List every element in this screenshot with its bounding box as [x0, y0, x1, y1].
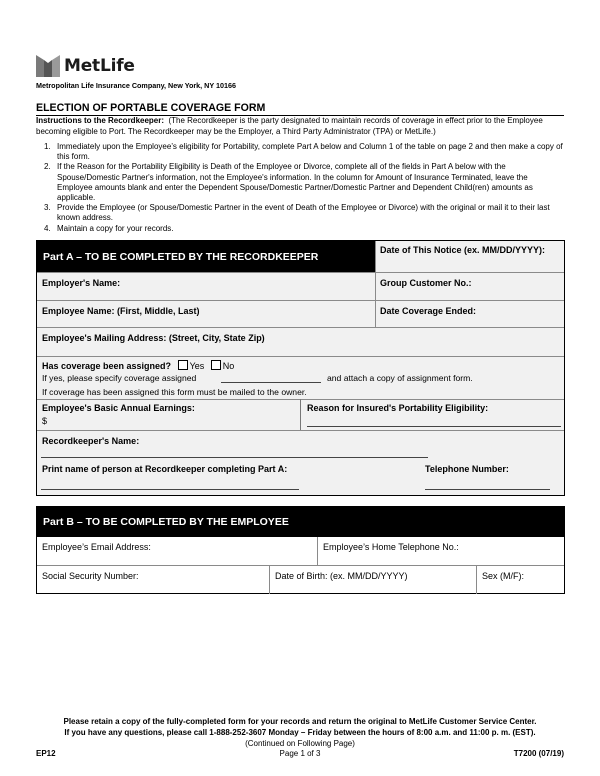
no-checkbox[interactable]: [211, 360, 221, 370]
yes-checkbox[interactable]: [178, 360, 188, 370]
portability-reason-input[interactable]: [307, 426, 561, 427]
instructions: [36, 116, 564, 137]
mailed-note: If coverage has been assigned this form must be mailed to the owner.: [42, 387, 307, 397]
home-telephone-field[interactable]: Employee’s Home Telephone No.:: [323, 542, 459, 552]
step-text: Immediately upon the Employee’s eligibility for Portability, complete Part A below and Column 1 of the table on page 2 and then make a copy of this form.: [57, 142, 563, 162]
portability-reason-field[interactable]: Reason for Insured's Portability Eligibility:: [307, 403, 489, 413]
step-item: [36, 142, 564, 162]
group-customer-no-field[interactable]: Group Customer No.:: [380, 278, 472, 288]
footer-contact-note: If you have any questions, please call 1-888-252-3607 Monday – Friday between the hours of 8:00 a.m. and 11:00 p. m. (EST).: [64, 728, 536, 737]
employee-name-field[interactable]: Employee Name: (First, Middle, Last): [42, 306, 200, 316]
recordkeeper-name-field[interactable]: Recordkeeper's Name:: [42, 436, 140, 446]
specify-prefix: If yes, please specify coverage assigned: [42, 373, 197, 383]
step-number: 3.: [44, 203, 51, 213]
employer-name-field[interactable]: Employer's Name:: [42, 278, 121, 288]
annual-earnings-field[interactable]: [37, 400, 300, 430]
metlife-logo: [36, 54, 135, 78]
print-name-input[interactable]: [41, 489, 299, 490]
instruction-steps: [36, 142, 564, 234]
ssn-field[interactable]: Social Security Number:: [42, 571, 139, 581]
step-number: 4.: [44, 223, 51, 233]
part-b-header: Part B – TO BE COMPLETED BY THE EMPLOYEE: [37, 507, 564, 537]
form-code-left: EP12: [36, 749, 56, 758]
step-number: 1.: [44, 142, 51, 151]
part-a-section: [36, 240, 565, 496]
date-coverage-ended-field[interactable]: Date Coverage Ended:: [380, 306, 477, 316]
page-number: Page 1 of 3: [279, 749, 321, 758]
telephone-label: Telephone Number:: [425, 464, 509, 474]
footer-continued: (Continued on Following Page): [245, 739, 355, 748]
coverage-assigned-row: [37, 357, 564, 371]
form-code-right: T7200 (07/19): [513, 749, 564, 758]
date-of-notice-field[interactable]: Date of This Notice (ex. MM/DD/YYYY):: [380, 245, 546, 255]
brand-name: MetLife: [64, 56, 135, 76]
step-item: [36, 203, 564, 223]
email-field[interactable]: Employee’s Email Address:: [42, 542, 151, 552]
mailing-address-field[interactable]: Employee's Mailing Address: (Street, City, State Zip): [42, 333, 265, 343]
no-label: No: [222, 361, 235, 371]
form-title: ELECTION OF PORTABLE COVERAGE FORM: [36, 102, 564, 116]
company-address: Metropolitan Life Insurance Company, New York, NY 10166: [36, 81, 236, 90]
metlife-m-logo-icon: [36, 55, 60, 77]
step-number: 2.: [44, 162, 51, 172]
annual-earnings-label: Employee's Basic Annual Earnings:: [42, 403, 195, 413]
divider: [300, 399, 301, 430]
specify-suffix: and attach a copy of assignment form.: [327, 373, 473, 383]
instructions-label: Instructions to the Recordkeeper:: [36, 116, 165, 125]
part-b-section: [36, 506, 565, 594]
recordkeeper-name-input[interactable]: [41, 457, 428, 458]
sex-field[interactable]: Sex (M/F):: [482, 571, 524, 581]
step-item: [36, 162, 564, 203]
step-item: [36, 224, 564, 234]
footer-retain-note: Please retain a copy of the fully-completed form for your records and return the original to MetLife Customer Service Center.: [63, 717, 537, 726]
currency-symbol: $: [42, 416, 48, 426]
step-text: If the Reason for the Portability Eligibility is Death of the Employee or Divorce, complete all of the fields in Part A below with the Spouse/Domestic Partner's information, not the Employee's information. In the column for Amount of Insurance Terminated, leave the Employee amounts blank and enter the Dependent Spouse/Domestic Partner/Domestic Partner and Dependent Child(ren) amounts as applicable.: [57, 162, 533, 203]
coverage-assigned-label: Has coverage been assigned?: [42, 361, 172, 371]
step-text: Provide the Employee (or Spouse/Domestic Partner in the event of Death of the Employee or Divorce) with the original or mail it to their last known address.: [57, 203, 550, 223]
coverage-assigned-input[interactable]: [221, 382, 321, 383]
yes-label: Yes: [189, 361, 205, 371]
part-a-header: Part A – TO BE COMPLETED BY THE RECORDKEEPER: [37, 241, 375, 273]
print-name-label: Print name of person at Recordkeeper completing Part A:: [42, 464, 288, 474]
date-of-birth-field[interactable]: Date of Birth: (ex. MM/DD/YYYY): [275, 571, 408, 581]
instructions-text: (The Recordkeeper is the party designated to maintain records of coverage in effect prior to the Employee becoming eligible to Port. The Recordkeeper may be the Employer, a Third Party Administrator (TPA) or MetLife.): [36, 116, 543, 136]
telephone-input[interactable]: [425, 489, 550, 490]
step-text: Maintain a copy for your records.: [57, 223, 174, 233]
